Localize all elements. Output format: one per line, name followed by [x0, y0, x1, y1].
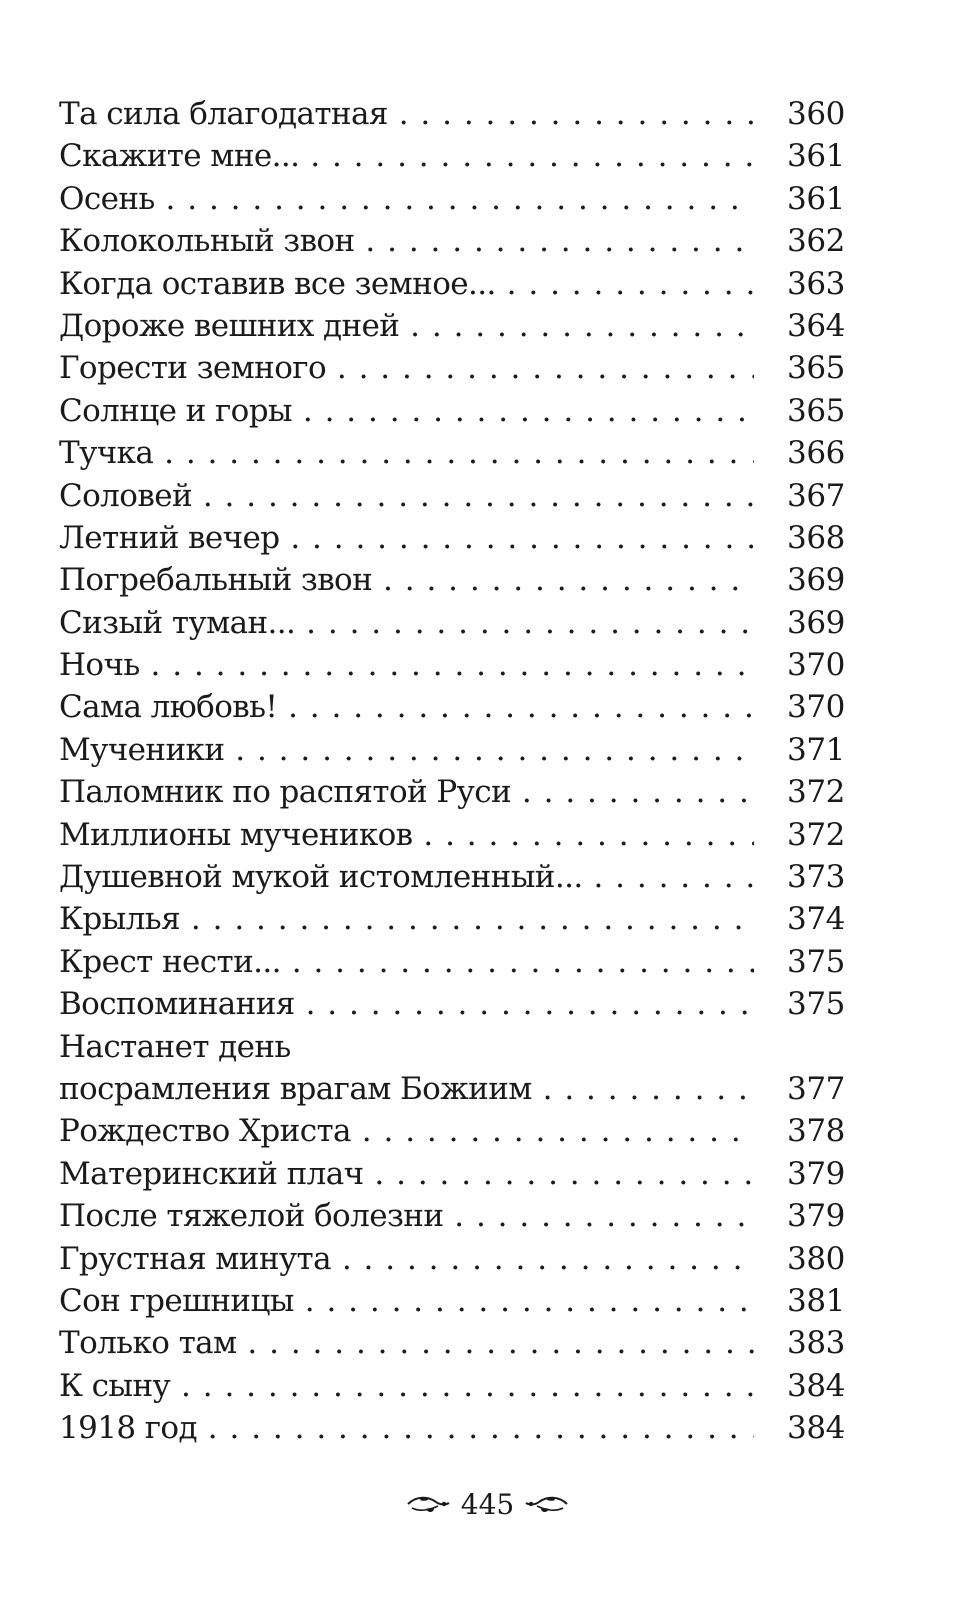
toc-entry — [59, 1195, 845, 1237]
toc-entry — [59, 771, 845, 813]
toc-entry-title: Паломник по распятой Руси . . . — [59, 771, 754, 813]
toc-entry-page: 371 — [787, 731, 845, 768]
toc-entry-title: Крылья . . . — [59, 898, 754, 940]
toc-entry-title: Воспоминания . . . — [59, 983, 754, 1025]
toc-entry — [59, 1322, 845, 1364]
table-of-contents — [59, 93, 845, 1450]
toc-entry-title: Мученики . . . — [59, 729, 754, 771]
toc-entry-page: 384 — [787, 1410, 845, 1447]
toc-entry-page: 374 — [787, 901, 845, 938]
toc-entry — [59, 602, 845, 644]
toc-entry-page: 372 — [787, 816, 845, 853]
toc-entry — [59, 814, 845, 856]
toc-entry — [59, 517, 845, 559]
toc-entry — [59, 1365, 845, 1407]
toc-entry — [59, 898, 845, 940]
toc-entry-page: 363 — [787, 265, 845, 302]
toc-entry — [59, 1238, 845, 1280]
toc-entry — [59, 1407, 845, 1449]
toc-entry-continued — [59, 1026, 845, 1068]
toc-entry-page: 380 — [787, 1240, 845, 1277]
toc-entry — [59, 305, 845, 347]
toc-entry-title: Настанет день — [59, 1028, 291, 1065]
toc-entry-title: Скажите мне... . . . — [59, 135, 754, 177]
toc-entry — [59, 347, 845, 389]
toc-entry-page: 381 — [787, 1282, 845, 1319]
toc-entry — [59, 178, 845, 220]
toc-entry-page: 378 — [787, 1113, 845, 1150]
toc-entry-title: посрамления врагам Божиим . . . — [59, 1068, 754, 1110]
toc-entry-title: Только там . . . — [59, 1322, 754, 1364]
toc-entry-page: 375 — [787, 986, 845, 1023]
toc-entry — [59, 644, 845, 686]
toc-entry-title: Горести земного . . . — [59, 347, 754, 389]
floral-ornament-left-icon — [406, 1488, 450, 1522]
toc-entry — [59, 729, 845, 771]
toc-entry-page: 368 — [787, 519, 845, 556]
toc-entry-title: Летний вечер . . . — [59, 517, 754, 559]
toc-entry — [59, 475, 845, 517]
toc-entry — [59, 432, 845, 474]
toc-entry — [59, 220, 845, 262]
toc-entry-page: 377 — [787, 1070, 845, 1107]
toc-entry-page: 373 — [787, 859, 845, 896]
toc-entry-title: Тучка . . . — [59, 432, 754, 474]
toc-entry-page: 384 — [787, 1367, 845, 1404]
toc-entry-page: 361 — [787, 180, 845, 217]
toc-entry-title: Сизый туман... . . . — [59, 602, 754, 644]
toc-entry-page: 379 — [787, 1155, 845, 1192]
toc-entry-title: Сама любовь! . . . — [59, 686, 754, 728]
toc-entry — [59, 559, 845, 601]
toc-entry-title: Ночь . . . — [59, 644, 754, 686]
toc-entry-page: 369 — [787, 562, 845, 599]
toc-entry-page: 369 — [787, 604, 845, 641]
toc-entry-page: 372 — [787, 774, 845, 811]
toc-entry — [59, 1153, 845, 1195]
toc-entry-page: 361 — [787, 138, 845, 175]
toc-entry-page: 366 — [787, 435, 845, 472]
toc-entry-title: Соловей . . . — [59, 475, 754, 517]
toc-entry-page: 367 — [787, 477, 845, 514]
toc-entry-page: 364 — [787, 307, 845, 344]
toc-entry — [59, 983, 845, 1025]
toc-entry-title: Осень . . . — [59, 178, 754, 220]
toc-entry-page: 365 — [787, 392, 845, 429]
toc-entry-title: После тяжелой болезни . . . — [59, 1195, 754, 1237]
toc-entry — [59, 93, 845, 135]
toc-entry-page: 370 — [787, 647, 845, 684]
toc-entry-title: Дороже вешних дней . . . — [59, 305, 754, 347]
floral-ornament-right-icon — [525, 1488, 569, 1522]
toc-entry-title: Погребальный звон . . . — [59, 559, 754, 601]
toc-entry — [59, 941, 845, 983]
toc-entry — [59, 1110, 845, 1152]
toc-entry — [59, 686, 845, 728]
toc-entry-title: Та сила благодатная . . . — [59, 93, 754, 135]
toc-entry-title: Колокольный звон . . . — [59, 220, 754, 262]
page-folio — [0, 1486, 975, 1522]
toc-entry-title: Сон грешницы . . . — [59, 1280, 754, 1322]
toc-entry — [59, 856, 845, 898]
toc-entry — [59, 390, 845, 432]
toc-entry-title: Миллионы мучеников . . . — [59, 814, 754, 856]
toc-entry-title: К сыну . . . — [59, 1365, 754, 1407]
toc-entry-page: 365 — [787, 350, 845, 387]
toc-entry-title: Когда оставив все земное... . . . — [59, 263, 754, 305]
toc-entry — [59, 135, 845, 177]
toc-entry-page: 375 — [787, 943, 845, 980]
toc-entry — [59, 1280, 845, 1322]
page-number: 445 — [460, 1487, 515, 1521]
toc-entry-title: Грустная минута . . . — [59, 1238, 754, 1280]
toc-entry-title: Солнце и горы . . . — [59, 390, 754, 432]
toc-entry-page: 383 — [787, 1325, 845, 1362]
toc-entry-title: Душевной мукой истомленный... . . . — [59, 856, 754, 898]
toc-entry-title: Материнский плач . . . — [59, 1153, 754, 1195]
toc-entry-page: 379 — [787, 1198, 845, 1235]
toc-entry-page: 362 — [787, 223, 845, 260]
toc-entry-title: Крест нести... . . . — [59, 941, 754, 983]
toc-entry-page: 360 — [787, 96, 845, 132]
toc-entry — [59, 263, 845, 305]
toc-entry-title: 1918 год . . . — [59, 1407, 754, 1449]
toc-entry — [59, 1068, 845, 1110]
toc-entry-title: Рождество Христа . . . — [59, 1110, 754, 1152]
toc-entry-page: 370 — [787, 689, 845, 726]
